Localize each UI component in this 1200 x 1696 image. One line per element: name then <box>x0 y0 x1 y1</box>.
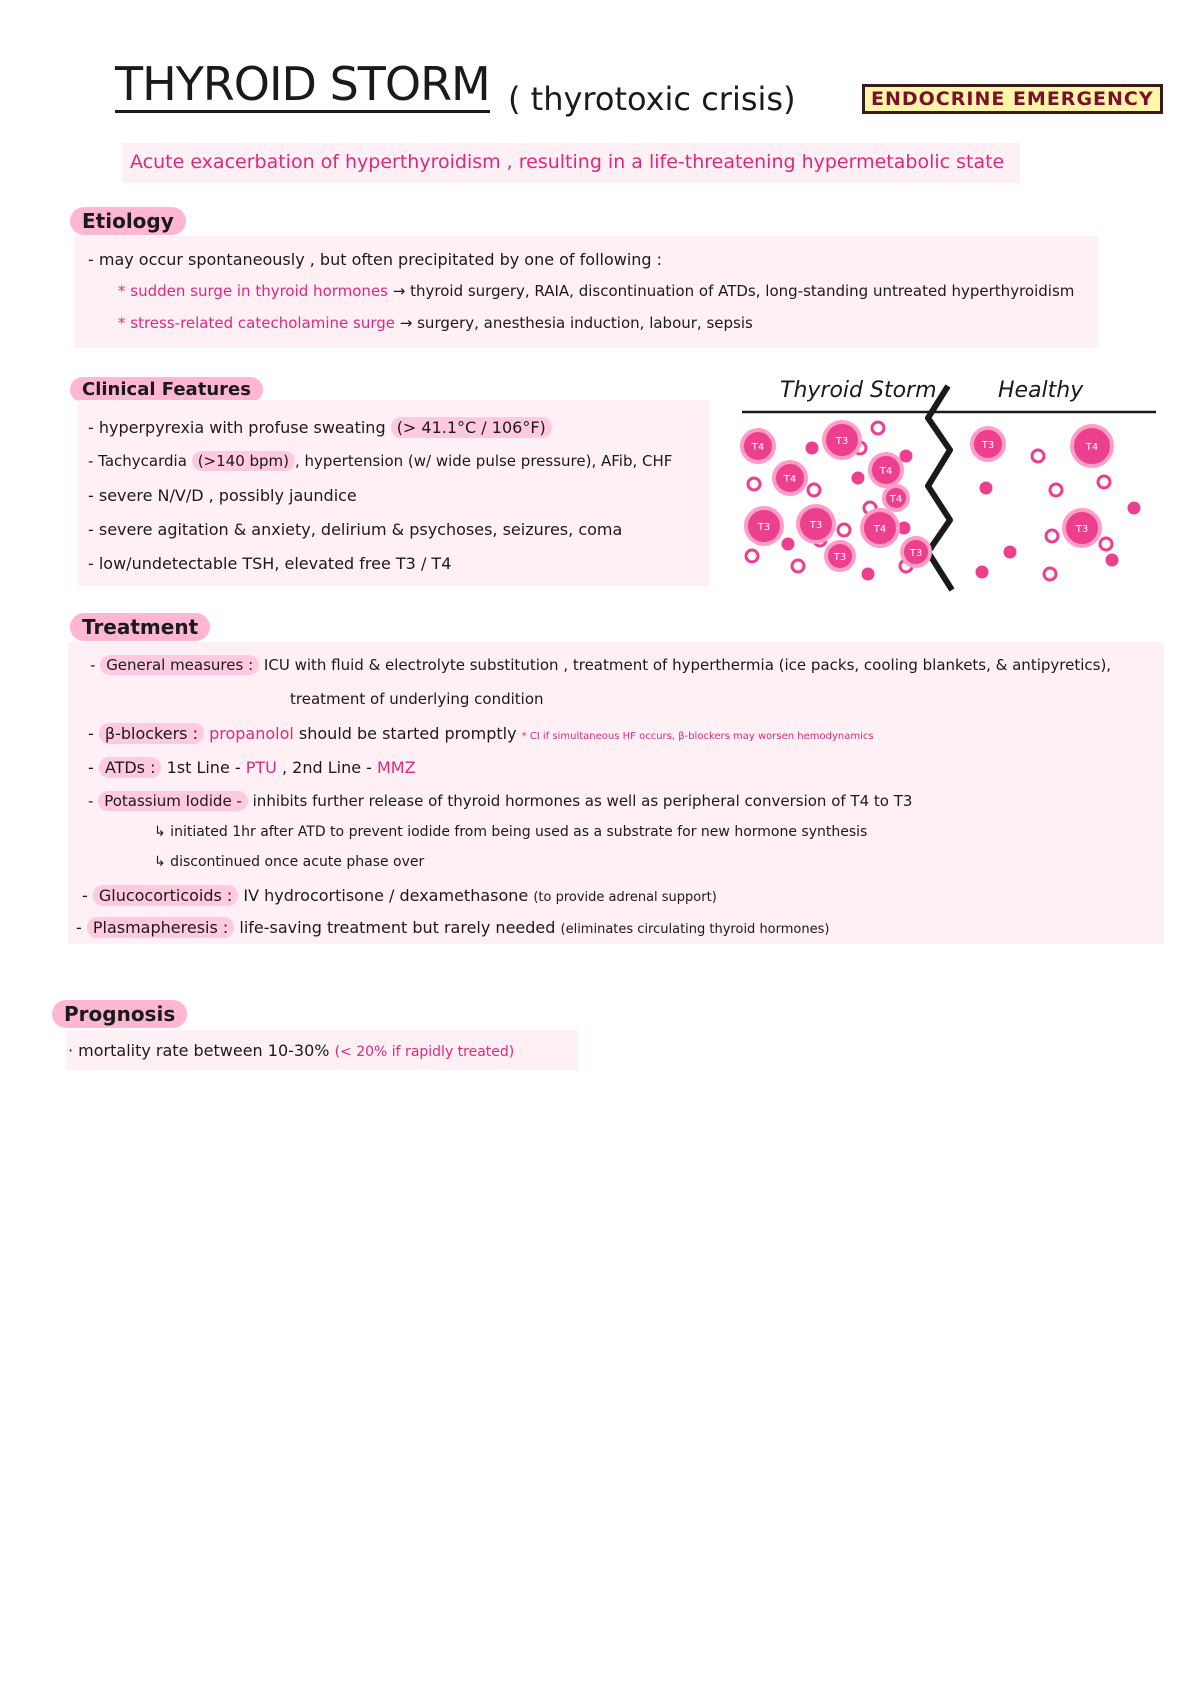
treatment-item-text: should be started promptly <box>298 724 517 743</box>
hormone-token <box>884 486 908 510</box>
definition-box <box>122 143 1020 183</box>
hormone-dot <box>853 473 863 483</box>
hormone-token-label: T4 <box>889 494 903 505</box>
hormone-token <box>746 508 782 544</box>
hormone-token-label: T3 <box>981 440 995 451</box>
hormone-dot <box>981 483 991 493</box>
hormone-dot <box>1100 538 1112 550</box>
treatment-item-pink: propanolol <box>209 724 294 743</box>
treatment-subitem: ↳ discontinued once acute phase over <box>154 854 425 870</box>
clinical-item-text: - hyperpyrexia with profuse sweating <box>88 418 386 437</box>
hormone-token-label: T4 <box>873 524 887 535</box>
treatment-item-pink: PTU <box>245 758 277 777</box>
etiology-box <box>74 236 1098 348</box>
clinical-item: - severe N/V/D , possibly jaundice <box>88 486 357 505</box>
clinical-item: - low/undetectable TSH, elevated free T3 / T4 <box>88 554 452 573</box>
page-title: THYROID STORM <box>115 57 490 111</box>
hormone-token <box>742 430 774 462</box>
diagram-svg <box>740 378 1160 608</box>
treatment-subitem: ↳ initiated 1hr after ATD to prevent iodide from being used as a substrate for new hormone synthesis <box>154 824 868 840</box>
hormone-token-label: T3 <box>833 552 847 563</box>
hormone-token-label: T4 <box>751 442 765 453</box>
treatment-item-label: Plasmapheresis : <box>87 917 234 938</box>
hormone-dot <box>792 560 804 572</box>
clinical-heading: Clinical Features <box>70 377 263 402</box>
prognosis-heading: Prognosis <box>52 1000 187 1028</box>
treatment-item: - Plasmapheresis : life-saving treatment but rarely needed (eliminates circulating thyroid hormones) <box>76 918 830 937</box>
treatment-item: - Glucocorticoids : IV hydrocortisone / dexamethasone (to provide adrenal support) <box>82 886 717 905</box>
treatment-item-text2: , 2nd Line - <box>281 758 372 777</box>
hormone-dot <box>863 569 873 579</box>
treatment-item: - General measures : ICU with fluid & electrolyte substitution , treatment of hyperthermia (ice packs, cooling blankets, & antipyretics), <box>90 656 1112 674</box>
clinical-item <box>88 452 672 470</box>
hormone-dot <box>1032 450 1044 462</box>
clinical-item-highlight: (> 41.1°C / 106°F) <box>391 417 552 438</box>
hormone-token <box>902 538 930 566</box>
treatment-item: - Potassium Iodide - inhibits further release of thyroid hormones as well as peripheral conversion of T4 to T3 <box>88 792 913 810</box>
treatment-item-text: life-saving treatment but rarely needed <box>239 918 556 937</box>
diagram-left-label: Thyroid Storm <box>780 378 937 403</box>
hormone-dot <box>838 524 850 536</box>
treatment-item-label: ATDs : <box>99 757 162 778</box>
etiology-intro: - may occur spontaneously , but often precipitated by one of following : <box>88 250 663 269</box>
hormone-dot <box>872 422 884 434</box>
etiology-item-detail: → surgery, anesthesia induction, labour, sepsis <box>399 314 753 332</box>
hormone-token <box>862 510 898 546</box>
etiology-item-detail: → thyroid surgery, RAIA, discontinuation of ATDs, long-standing untreated hyperthyroidism <box>392 282 1075 300</box>
treatment-item-label: General measures : <box>100 655 259 675</box>
hormone-token <box>798 506 834 542</box>
hormone-token-label: T4 <box>1085 442 1099 453</box>
hormone-dot <box>748 478 760 490</box>
hormone-token <box>824 422 860 458</box>
treatment-heading: Treatment <box>70 613 210 641</box>
treatment-item-label: Potassium Iodide - <box>98 791 248 811</box>
diagram-right-label: Healthy <box>998 378 1084 403</box>
hormone-dot <box>1107 555 1117 565</box>
page-subtitle: ( thyrotoxic crisis) <box>508 80 796 118</box>
definition-text: Acute exacerbation of hyperthyroidism , resulting in a life-threatening hypermetabolic state <box>130 151 1005 173</box>
treatment-item-pink2: MMZ <box>377 758 416 777</box>
clinical-item-text: - Tachycardia <box>88 452 187 470</box>
hormone-token <box>870 454 902 486</box>
hormone-dot <box>1005 547 1015 557</box>
treatment-item-text: 1st Line - <box>166 758 241 777</box>
hormone-token-label: T4 <box>783 474 797 485</box>
thyroid-diagram <box>740 378 1160 608</box>
treatment-item-small: (eliminates circulating thyroid hormones) <box>560 922 830 937</box>
hormone-token-label: T3 <box>1075 524 1089 535</box>
hormone-dot <box>1129 503 1139 513</box>
etiology-item-label: * stress-related catecholamine surge <box>118 314 395 332</box>
hormone-token <box>1072 426 1112 466</box>
prognosis-text-line <box>68 1041 514 1060</box>
etiology-item-label: * sudden surge in thyroid hormones <box>118 282 388 300</box>
treatment-item-cont: treatment of underlying condition <box>290 690 544 708</box>
hormone-dot <box>899 523 909 533</box>
hormone-dot <box>1050 484 1062 496</box>
etiology-item <box>118 282 1074 300</box>
hormone-dot <box>783 539 793 549</box>
etiology-heading: Etiology <box>70 207 186 235</box>
hormone-dot <box>1098 476 1110 488</box>
clinical-box <box>78 400 710 586</box>
treatment-item: - β-blockers : propanolol should be started promptly * CI if simultaneous HF occurs, β-blockers may worsen hemodynamics <box>88 724 874 743</box>
clinical-item: - severe agitation & anxiety, delirium & psychoses, seizures, coma <box>88 520 623 539</box>
treatment-item: - ATDs : 1st Line - PTU , 2nd Line - MMZ <box>88 758 416 777</box>
treatment-item-label: β-blockers : <box>99 723 204 744</box>
hormone-token <box>1064 510 1100 546</box>
hormone-token <box>972 428 1004 460</box>
hormone-dot <box>1046 530 1058 542</box>
hormone-token-label: T3 <box>909 548 923 559</box>
treatment-item-small: (to provide adrenal support) <box>533 890 717 905</box>
hormone-token <box>774 462 806 494</box>
hormone-dot <box>901 451 911 461</box>
clinical-item-highlight: (>140 bpm) <box>192 451 295 471</box>
treatment-box <box>68 642 1164 944</box>
hormone-dot <box>1044 568 1056 580</box>
clinical-item <box>88 418 552 437</box>
clinical-item-after: , hypertension (w/ wide pulse pressure), AFib, CHF <box>295 452 673 470</box>
hormone-dot <box>808 484 820 496</box>
prognosis-box <box>66 1030 578 1070</box>
prognosis-note: (< 20% if rapidly treated) <box>334 1044 515 1060</box>
hormone-dot <box>746 550 758 562</box>
treatment-item-text: IV hydrocortisone / dexamethasone <box>243 886 529 905</box>
prognosis-text: · mortality rate between 10-30% <box>68 1041 330 1060</box>
diagram-zigzag-divider <box>928 386 952 590</box>
treatment-item-note: * CI if simultaneous HF occurs, β-blockers may worsen hemodynamics <box>521 731 874 742</box>
treatment-item-text: ICU with fluid & electrolyte substitution , treatment of hyperthermia (ice packs, cooling blankets, & antipyretics), <box>263 656 1112 674</box>
hormone-token-label: T3 <box>757 522 771 533</box>
treatment-item-text: inhibits further release of thyroid hormones as well as peripheral conversion of T4 to T3 <box>252 792 913 810</box>
hormone-token-label: T3 <box>809 520 823 531</box>
emergency-tag: ENDOCRINE EMERGENCY <box>862 84 1163 114</box>
treatment-item-label: Glucocorticoids : <box>93 885 238 906</box>
hormone-dot <box>977 567 987 577</box>
hormone-token-label: T3 <box>835 436 849 447</box>
hormone-token-label: T4 <box>879 466 893 477</box>
hormone-token <box>826 542 854 570</box>
etiology-item <box>118 314 753 332</box>
hormone-dot <box>807 443 817 453</box>
